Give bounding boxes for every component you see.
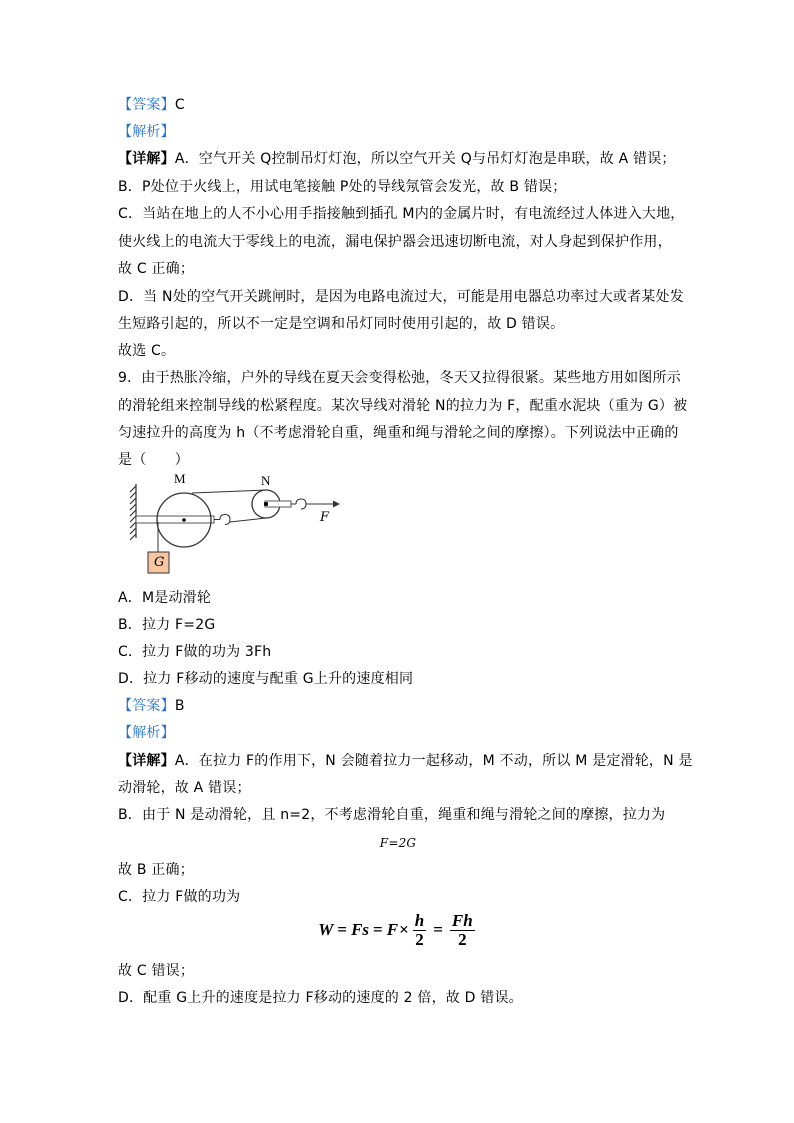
formula-w: W (318, 920, 334, 939)
detail-line-q8-c2: 使火线上的电流大于零线上的电流，漏电保护器会迅速切断电流，对人身起到保护作用， (118, 234, 672, 250)
option-d: D．拉力 F移动的速度与配重 G上升的速度相同 (118, 671, 414, 687)
fraction-numerator: Fh (451, 910, 473, 930)
formula-f: F (386, 920, 399, 939)
question-9-stem-3: 匀速拉升的高度为 h（不考虑滑轮自重，绳重和绳与滑轮之间的摩擦）。下列说法中正确的 (118, 425, 679, 441)
answer-value: B (174, 698, 185, 714)
formula-times: × (399, 920, 409, 939)
detail-line-q9-c2: 故 C 错误； (118, 963, 195, 979)
detail-line-q8-a (118, 150, 676, 168)
fraction-numerator: h (414, 910, 425, 930)
detail-line-q9-a1 (118, 752, 693, 770)
equation-f-2g: F=2G (379, 836, 417, 850)
detail-line-q8-c3: 故 C 正确； (118, 261, 195, 277)
pulley-diagram (124, 470, 354, 585)
detail-text: A．空气开关 Q控制吊灯灯泡，所以空气开关 Q与吊灯灯泡是串联，故 A 错误； (174, 151, 676, 167)
analysis-heading-q8 (118, 123, 175, 141)
label-n: N (261, 473, 271, 488)
detail-line-q9-d: D．配重 G上升的速度是拉力 F移动的速度的 2 倍，故 D 错误。 (118, 990, 523, 1006)
answer-line-q9 (118, 697, 185, 715)
option-c: C．拉力 F做的功为 3Fh (118, 644, 272, 660)
fraction-denominator: 2 (415, 929, 424, 949)
analysis-heading-q9 (118, 724, 175, 742)
detail-line-q9-b2: 故 B 正确； (118, 862, 194, 878)
formula-eq: = (433, 920, 443, 939)
question-9-stem-2: 的滑轮组来控制导线的松紧程度。某次导线对滑轮 N的拉力为 F，配重水泥块（重为 G）被 (118, 398, 688, 414)
answer-tag: 【答案】 (118, 97, 175, 113)
analysis-tag: 【解析】 (118, 124, 175, 140)
conclusion-q8: 故选 C。 (118, 343, 176, 359)
detail-tag: 【详解】 (118, 151, 175, 167)
detail-line-q8-d1: D．当 N处的空气开关跳闸时，是因为电路电流过大，可能是用电器总功率过大或者某处发 (118, 289, 684, 305)
detail-line-q8-c1: C．当站在地上的人不小心用手指接触到插孔 M内的金属片时，有电流经过人体进入大地， (118, 206, 685, 222)
formula-eq: = (373, 920, 383, 939)
label-f: F (320, 510, 330, 525)
detail-tag: 【详解】 (118, 753, 175, 769)
detail-line-q9-c1: C．拉力 F做的功为 (118, 889, 241, 905)
fraction-fh-over-2 (450, 912, 475, 949)
detail-text: A．在拉力 F的作用下，N 会随着拉力一起移动，M 不动，所以 M 是定滑轮，N 是 (174, 753, 693, 769)
label-m: M (174, 471, 186, 486)
question-9-stem-4: 是（ ） (118, 452, 189, 468)
fraction-h-over-2 (413, 912, 426, 949)
fraction-denominator: 2 (458, 929, 467, 949)
analysis-tag: 【解析】 (118, 725, 175, 741)
detail-line-q9-b1: B．由于 N 是动滑轮，且 n=2，不考虑滑轮自重，绳重和绳与滑轮之间的摩擦，拉力为 (118, 807, 666, 823)
work-formula (118, 908, 678, 952)
label-g: G (154, 555, 165, 570)
answer-value: C (174, 97, 185, 113)
option-a: A．M是动滑轮 (118, 590, 212, 606)
wall-icon (130, 484, 136, 540)
option-b: B．拉力 F=2G (118, 617, 216, 633)
detail-line-q8-b: B．P处位于火线上，用试电笔接触 P处的导线氖管会发光，故 B 错误； (118, 179, 567, 195)
answer-tag: 【答案】 (118, 698, 175, 714)
formula-eq: = (337, 920, 348, 939)
question-9-stem-1: 9．由于热胀冷缩，户外的导线在夏天会变得松弛，冬天又拉得很紧。某些地方用如图所示 (118, 370, 681, 386)
detail-line-q8-d2: 生短路引起的，所以不一定是空调和吊灯同时使用引起的，故 D 错误。 (118, 316, 565, 332)
answer-line-q8 (118, 96, 185, 114)
detail-line-q9-a2: 动滑轮，故 A 错误； (118, 780, 251, 796)
formula-fs: Fs (351, 920, 370, 939)
